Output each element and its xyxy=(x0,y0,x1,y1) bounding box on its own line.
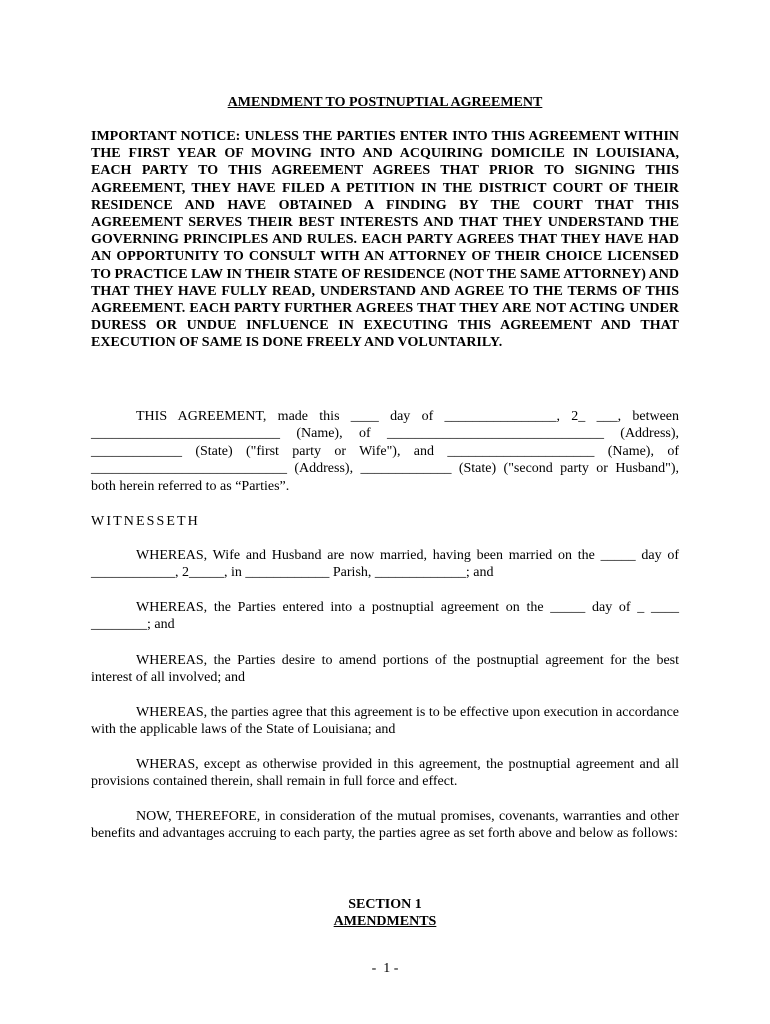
witnesseth-heading: WITNESSETH xyxy=(91,514,200,529)
section-number: SECTION 1 xyxy=(348,897,422,912)
now-therefore-paragraph: NOW, THEREFORE, in consideration of the mutual promises, covenants, warranties and other benefits and advantages accruing to each party, the parties agree as set forth above and below as follows: xyxy=(91,809,679,842)
section-title: AMENDMENTS xyxy=(333,914,437,929)
whereas-effective-paragraph: WHEREAS, the parties agree that this agreement is to be effective upon execution in accordance with the applicable laws of the State of Louisiana; and xyxy=(91,705,679,738)
whereas-postnuptial-paragraph: WHEREAS, the Parties entered into a postnuptial agreement on the _____ day of _ ____ ________; and xyxy=(91,600,679,633)
page-number: - 1 - xyxy=(371,961,399,976)
intro-paragraph: THIS AGREEMENT, made this ____ day of ________________, 2_ ___, between ___________________________ (Name), of _______________________________ (Address), _____________ (State) ("first party or Wife"), and _____________________ (Name), of ____________________________ (Address), _____________ (State) ("second party or Husband"), both herein referred to as “Parties”. xyxy=(91,409,679,494)
whereas-full-force-paragraph: WHERAS, except as otherwise provided in this agreement, the postnuptial agreement and all provisions contained therein, shall remain in full force and effect. xyxy=(91,757,679,790)
important-notice: IMPORTANT NOTICE: UNLESS THE PARTIES ENTER INTO THIS AGREEMENT WITHIN THE FIRST YEAR OF MOVING INTO AND ACQUIRING DOMICILE IN LOUISIANA, EACH PARTY TO THIS AGREEMENT AGREES THAT PRIOR TO SIGNING THIS AGREEMENT, THEY HAVE FILED A PETITION IN THE DISTRICT COURT OF THEIR RESIDENCE AND HAVE OBTAINED A FINDING BY THE COURT THAT THIS AGREEMENT SERVES THEIR BEST INTERESTS AND THAT THEY UNDERSTAND THE GOVERNING PRINCIPLES AND RULES. EACH PARTY AGREES THAT THEY HAVE HAD AN OPPORTUNITY TO CONSULT WITH AN ATTORNEY OF THEIR CHOICE LICENSED TO PRACTICE LAW IN THEIR STATE OF RESIDENCE (NOT THE SAME ATTORNEY) AND THAT THEY HAVE FULLY READ, UNDERSTAND AND AGREE TO THE TERMS OF THIS AGREEMENT. EACH PARTY FURTHER AGREES THAT THEY ARE NOT ACTING UNDER DURESS OR UNDUE INFLUENCE IN EXECUTING THIS AGREEMENT AND THAT EXECUTION OF SAME IS DONE FREELY AND VOLUNTARILY. xyxy=(91,129,679,351)
whereas-married-paragraph: WHEREAS, Wife and Husband are now married, having been married on the _____ day of ____________, 2_____, in ____________ Parish, _____________; and xyxy=(91,548,679,581)
whereas-amend-paragraph: WHEREAS, the Parties desire to amend portions of the postnuptial agreement for the best interest of all involved; and xyxy=(91,653,679,686)
document-title: AMENDMENT TO POSTNUPTIAL AGREEMENT xyxy=(227,95,543,110)
